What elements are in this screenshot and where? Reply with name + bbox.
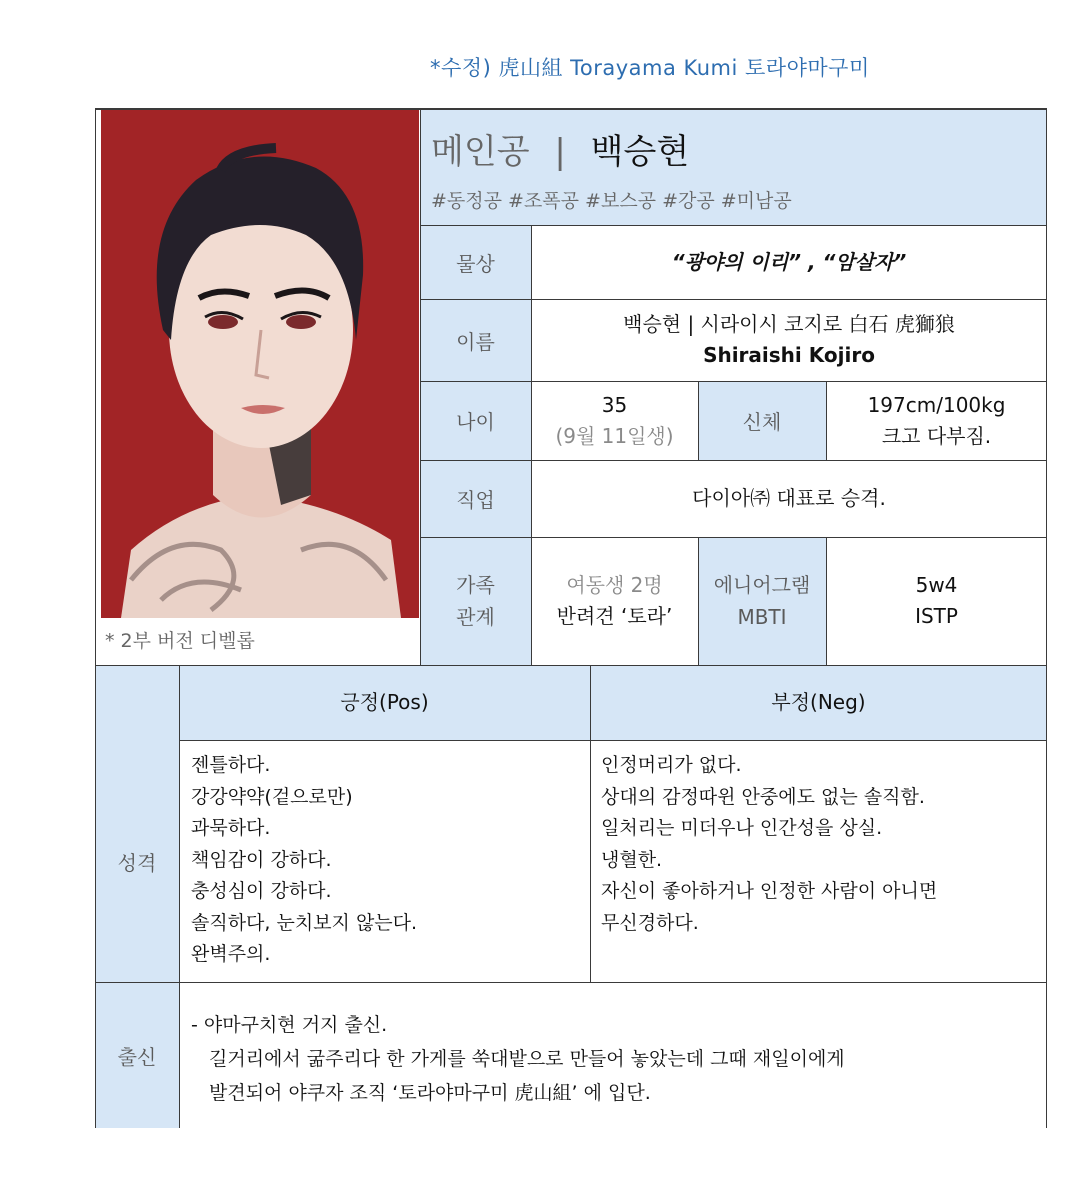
grid-line [531, 225, 532, 665]
grid-line [826, 537, 827, 665]
grid-line [95, 108, 96, 1128]
grid-line [420, 537, 1047, 538]
list-item: 책임감이 강하다. [191, 848, 332, 871]
gajok-label-line2: 관계 [456, 605, 495, 629]
neg-header: 부정(Neg) [771, 690, 866, 714]
origin-label: 출신 [117, 1044, 157, 1069]
grid-line [698, 381, 699, 460]
character-portrait [101, 110, 419, 618]
list-item: 냉혈한. [601, 848, 663, 871]
gajok-value [531, 537, 698, 665]
grid-line [420, 108, 421, 665]
title-separator: | [554, 132, 566, 172]
origin-text [191, 1008, 1041, 1110]
list-item: 젠틀하다. [191, 754, 271, 776]
grid-line [179, 740, 1047, 741]
ennea-label-line2: MBTI [737, 605, 787, 629]
sinche-label: 신체 [742, 410, 782, 434]
grid-line [826, 381, 827, 460]
grid-line [420, 225, 1047, 226]
grid-line [179, 665, 180, 1128]
title-line [431, 124, 689, 173]
sinche-value-line2: 크고 다부짐. [881, 423, 992, 448]
grid-line [590, 665, 591, 982]
character-name: 백승현 [590, 132, 690, 172]
list-item: 상대의 감정따윈 안중에도 없는 솔직함. [601, 785, 925, 808]
grid-line [420, 299, 1047, 300]
header-note: *수정) 虎山組 Torayama Kumi 토라야마구미 [430, 56, 870, 80]
list-item: 충성심이 강하다. [191, 880, 332, 902]
role-label: 메인공 [431, 132, 530, 172]
grid-line [420, 381, 1047, 382]
list-item: 솔직하다, 눈치보지 않는다. [191, 911, 418, 934]
grid-line [95, 665, 1047, 666]
image-caption: * 2부 버전 디벨롭 [105, 630, 255, 652]
gajok-label [420, 537, 531, 665]
personality-label: 성격 [117, 850, 157, 875]
list-item: 일처리는 미더우나 인간성을 상실. [601, 817, 883, 839]
list-item: 강강약약(겉으로만) [191, 785, 353, 808]
nai-value [531, 381, 698, 460]
grid-line [95, 982, 1047, 983]
origin-line2: 길거리에서 굶주리다 한 가게를 쑥대밭으로 만들어 놓았는데 그때 재일이에게 [209, 1048, 845, 1070]
mulsang-label: 물상 [456, 251, 495, 276]
mulsang-value: “광야의 이리” , “암살자” [671, 249, 907, 274]
grid-line [420, 460, 1047, 461]
gajok-value-line2: 반려견 ‘토라’ [556, 604, 673, 628]
list-item: 완벽주의. [191, 943, 271, 965]
ennea-value-line1: 5w4 [915, 573, 958, 597]
list-item: 자신이 좋아하거나 인정한 사람이 아니면 [601, 880, 938, 902]
neg-list [601, 750, 1041, 939]
gajok-label-line1: 가족 [456, 573, 495, 597]
sinche-value-line1: 197cm/100kg [867, 392, 1006, 417]
grid-line [698, 537, 699, 665]
ennea-value [826, 537, 1047, 665]
origin-line3: 발견되어 야쿠자 조직 ‘토라야마구미 虎山組’ 에 입단. [209, 1082, 651, 1104]
ireum-label: 이름 [456, 329, 495, 354]
pos-list [191, 750, 586, 971]
list-item: 인정머리가 없다. [601, 754, 742, 776]
origin-line1: - 야마구치현 거지 출신. [191, 1014, 388, 1036]
ireum-value-line1: 백승현 | 시라이시 코지로 白石 虎獅狼 [623, 312, 955, 336]
sinche-value [826, 381, 1047, 460]
ennea-label [698, 537, 826, 665]
nai-value-line2: (9월 11일생) [555, 423, 674, 448]
ennea-value-line2: ISTP [915, 604, 958, 628]
gajok-value-line1: 여동생 2명 [566, 573, 663, 597]
list-item: 과묵하다. [191, 817, 271, 839]
ennea-label-line1: 에니어그램 [713, 573, 811, 597]
tag-list: #동정공 #조폭공 #보스공 #강공 #미남공 [431, 190, 792, 212]
jigeop-value: 다이아㈜ 대표로 승격. [692, 486, 886, 510]
nai-value-line1: 35 [601, 392, 628, 417]
ireum-value-line2: Shiraishi Kojiro [703, 343, 875, 367]
nai-label: 나이 [456, 410, 495, 434]
grid-line [95, 108, 1047, 110]
ireum-value [531, 299, 1047, 381]
list-item: 무신경하다. [601, 911, 699, 934]
jigeop-label: 직업 [456, 488, 495, 512]
grid-line [1046, 108, 1047, 1128]
profile-sheet [95, 108, 1047, 1128]
pos-header: 긍정(Pos) [340, 690, 429, 714]
